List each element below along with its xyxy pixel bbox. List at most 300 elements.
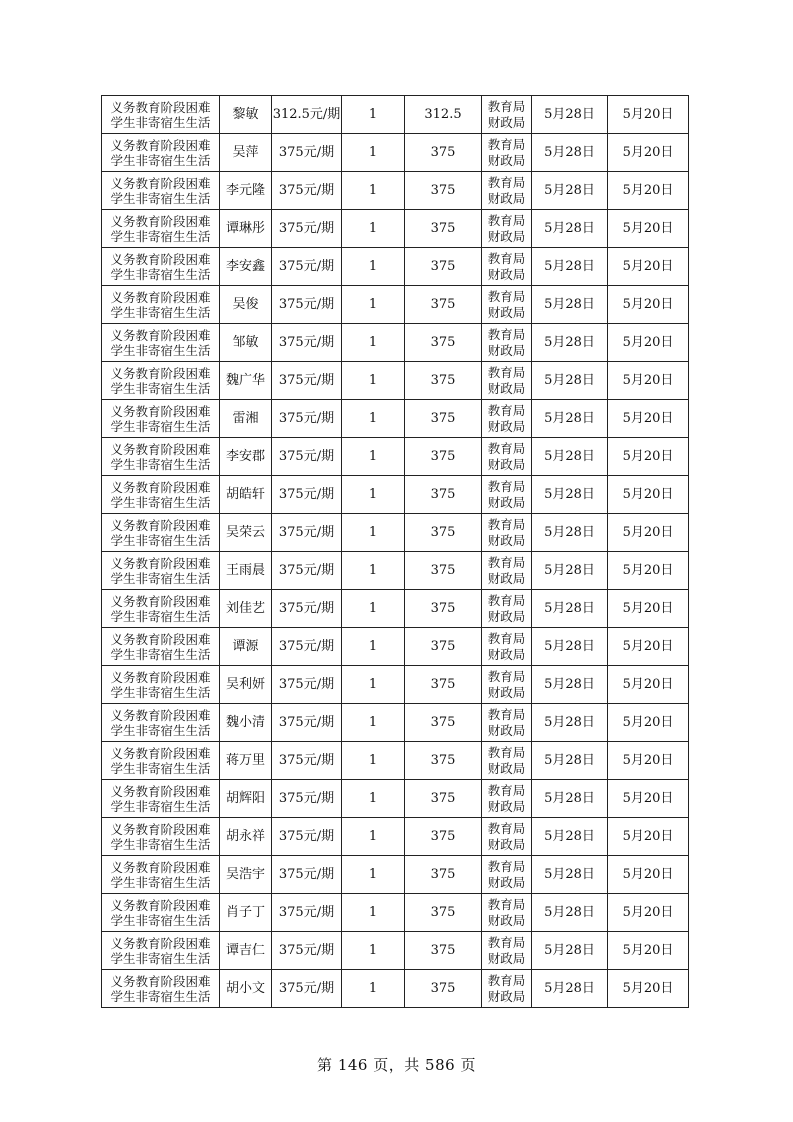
project-line-1: 义务教育阶段困难	[110, 593, 211, 609]
date-cell-1: 5月28日	[532, 590, 608, 628]
department-line-2: 财政局	[487, 950, 526, 966]
project-cell	[102, 362, 220, 400]
name-cell: 蒋万里	[220, 742, 272, 780]
department-cell	[482, 932, 532, 970]
project-line-2: 学生非寄宿生生活	[110, 152, 211, 168]
project-cell	[102, 324, 220, 362]
project-line-2: 学生非寄宿生生活	[110, 988, 211, 1004]
department-line-2: 财政局	[487, 646, 526, 662]
department-line-1: 教育局	[487, 250, 526, 266]
standard-cell: 375元/期	[272, 666, 342, 704]
department-line-1: 教育局	[487, 592, 526, 608]
department-line-2: 财政局	[487, 152, 526, 168]
table-row	[102, 894, 689, 932]
department-line-2: 财政局	[487, 342, 526, 358]
name-cell: 邹敏	[220, 324, 272, 362]
amount-cell: 375	[405, 476, 482, 514]
department-cell	[482, 96, 532, 134]
subsidy-table	[101, 95, 689, 1008]
project-line-2: 学生非寄宿生生活	[110, 304, 211, 320]
date-cell-2: 5月20日	[608, 400, 689, 438]
department-line-2: 财政局	[487, 608, 526, 624]
project-line-1: 义务教育阶段困难	[110, 441, 211, 457]
project-line-1: 义务教育阶段困难	[110, 669, 211, 685]
project-line-1: 义务教育阶段困难	[110, 365, 211, 381]
count-cell: 1	[342, 628, 405, 666]
project-line-1: 义务教育阶段困难	[110, 403, 211, 419]
name-cell: 黎敏	[220, 96, 272, 134]
table-row	[102, 324, 689, 362]
amount-cell: 375	[405, 286, 482, 324]
table-row	[102, 134, 689, 172]
project-line-2: 学生非寄宿生生活	[110, 646, 211, 662]
date-cell-2: 5月20日	[608, 590, 689, 628]
project-cell	[102, 894, 220, 932]
project-line-1: 义务教育阶段困难	[110, 517, 211, 533]
table-row	[102, 970, 689, 1008]
project-line-1: 义务教育阶段困难	[110, 707, 211, 723]
project-cell	[102, 172, 220, 210]
department-cell	[482, 628, 532, 666]
name-cell: 胡小文	[220, 970, 272, 1008]
date-cell-1: 5月28日	[532, 96, 608, 134]
project-cell	[102, 210, 220, 248]
department-cell	[482, 666, 532, 704]
table-row	[102, 742, 689, 780]
department-line-1: 教育局	[487, 782, 526, 798]
date-cell-2: 5月20日	[608, 96, 689, 134]
amount-cell: 375	[405, 666, 482, 704]
count-cell: 1	[342, 818, 405, 856]
date-cell-1: 5月28日	[532, 134, 608, 172]
footer-page-number: 146	[337, 1056, 368, 1074]
name-cell: 吴浩宇	[220, 856, 272, 894]
date-cell-1: 5月28日	[532, 704, 608, 742]
project-line-2: 学生非寄宿生生活	[110, 684, 211, 700]
date-cell-1: 5月28日	[532, 514, 608, 552]
amount-cell: 375	[405, 362, 482, 400]
date-cell-1: 5月28日	[532, 324, 608, 362]
date-cell-2: 5月20日	[608, 818, 689, 856]
date-cell-1: 5月28日	[532, 970, 608, 1008]
amount-cell: 375	[405, 894, 482, 932]
project-cell	[102, 96, 220, 134]
project-line-1: 义务教育阶段困难	[110, 99, 211, 115]
count-cell: 1	[342, 248, 405, 286]
count-cell: 1	[342, 780, 405, 818]
count-cell: 1	[342, 552, 405, 590]
date-cell-1: 5月28日	[532, 172, 608, 210]
date-cell-2: 5月20日	[608, 172, 689, 210]
department-line-2: 财政局	[487, 570, 526, 586]
project-cell	[102, 400, 220, 438]
footer-suffix: 页	[460, 1056, 476, 1074]
name-cell: 吴荣云	[220, 514, 272, 552]
project-line-1: 义务教育阶段困难	[110, 555, 211, 571]
name-cell: 谭琳彤	[220, 210, 272, 248]
table-row	[102, 932, 689, 970]
department-cell	[482, 704, 532, 742]
project-cell	[102, 932, 220, 970]
project-line-2: 学生非寄宿生生活	[110, 266, 211, 282]
department-line-2: 财政局	[487, 988, 526, 1004]
project-line-1: 义务教育阶段困难	[110, 973, 211, 989]
amount-cell: 375	[405, 704, 482, 742]
amount-cell: 375	[405, 932, 482, 970]
amount-cell: 375	[405, 438, 482, 476]
date-cell-1: 5月28日	[532, 780, 608, 818]
department-line-1: 教育局	[487, 744, 526, 760]
date-cell-1: 5月28日	[532, 400, 608, 438]
project-line-1: 义务教育阶段困难	[110, 251, 211, 267]
project-cell	[102, 628, 220, 666]
standard-cell: 375元/期	[272, 552, 342, 590]
project-cell	[102, 704, 220, 742]
project-line-2: 学生非寄宿生生活	[110, 494, 211, 510]
department-line-1: 教育局	[487, 630, 526, 646]
project-cell	[102, 780, 220, 818]
department-line-1: 教育局	[487, 98, 526, 114]
department-line-2: 财政局	[487, 874, 526, 890]
date-cell-1: 5月28日	[532, 856, 608, 894]
count-cell: 1	[342, 704, 405, 742]
department-line-2: 财政局	[487, 228, 526, 244]
standard-cell: 375元/期	[272, 894, 342, 932]
project-cell	[102, 438, 220, 476]
amount-cell: 375	[405, 552, 482, 590]
date-cell-2: 5月20日	[608, 438, 689, 476]
department-cell	[482, 134, 532, 172]
standard-cell: 375元/期	[272, 932, 342, 970]
department-line-1: 教育局	[487, 402, 526, 418]
project-line-2: 学生非寄宿生生活	[110, 950, 211, 966]
amount-cell: 375	[405, 590, 482, 628]
amount-cell: 375	[405, 780, 482, 818]
standard-cell: 375元/期	[272, 856, 342, 894]
department-line-1: 教育局	[487, 516, 526, 532]
department-line-1: 教育局	[487, 934, 526, 950]
standard-cell: 375元/期	[272, 704, 342, 742]
department-line-1: 教育局	[487, 858, 526, 874]
project-line-1: 义务教育阶段困难	[110, 821, 211, 837]
date-cell-2: 5月20日	[608, 210, 689, 248]
department-line-1: 教育局	[487, 288, 526, 304]
date-cell-2: 5月20日	[608, 362, 689, 400]
department-cell	[482, 894, 532, 932]
date-cell-2: 5月20日	[608, 970, 689, 1008]
name-cell: 魏广华	[220, 362, 272, 400]
department-cell	[482, 514, 532, 552]
count-cell: 1	[342, 210, 405, 248]
date-cell-1: 5月28日	[532, 286, 608, 324]
date-cell-2: 5月20日	[608, 514, 689, 552]
department-line-1: 教育局	[487, 440, 526, 456]
count-cell: 1	[342, 932, 405, 970]
amount-cell: 312.5	[405, 96, 482, 134]
table-row	[102, 172, 689, 210]
amount-cell: 375	[405, 742, 482, 780]
date-cell-2: 5月20日	[608, 742, 689, 780]
date-cell-1: 5月28日	[532, 362, 608, 400]
date-cell-1: 5月28日	[532, 818, 608, 856]
department-line-1: 教育局	[487, 820, 526, 836]
project-cell	[102, 970, 220, 1008]
project-line-2: 学生非寄宿生生活	[110, 570, 211, 586]
count-cell: 1	[342, 894, 405, 932]
count-cell: 1	[342, 742, 405, 780]
standard-cell: 375元/期	[272, 400, 342, 438]
amount-cell: 375	[405, 248, 482, 286]
date-cell-2: 5月20日	[608, 894, 689, 932]
project-line-2: 学生非寄宿生生活	[110, 836, 211, 852]
department-cell	[482, 590, 532, 628]
table-row	[102, 780, 689, 818]
department-cell	[482, 324, 532, 362]
department-cell	[482, 476, 532, 514]
amount-cell: 375	[405, 134, 482, 172]
project-cell	[102, 248, 220, 286]
name-cell: 胡皓轩	[220, 476, 272, 514]
amount-cell: 375	[405, 628, 482, 666]
amount-cell: 375	[405, 970, 482, 1008]
project-line-2: 学生非寄宿生生活	[110, 380, 211, 396]
table-row	[102, 628, 689, 666]
name-cell: 李元隆	[220, 172, 272, 210]
project-cell	[102, 476, 220, 514]
standard-cell: 375元/期	[272, 362, 342, 400]
table-row	[102, 476, 689, 514]
table-row	[102, 514, 689, 552]
name-cell: 吴俊	[220, 286, 272, 324]
date-cell-1: 5月28日	[532, 248, 608, 286]
project-cell	[102, 552, 220, 590]
standard-cell: 312.5元/期	[272, 96, 342, 134]
department-line-2: 财政局	[487, 798, 526, 814]
project-line-2: 学生非寄宿生生活	[110, 912, 211, 928]
date-cell-1: 5月28日	[532, 742, 608, 780]
project-line-1: 义务教育阶段困难	[110, 631, 211, 647]
department-cell	[482, 818, 532, 856]
department-line-1: 教育局	[487, 212, 526, 228]
amount-cell: 375	[405, 856, 482, 894]
name-cell: 吴利妍	[220, 666, 272, 704]
department-cell	[482, 780, 532, 818]
standard-cell: 375元/期	[272, 780, 342, 818]
date-cell-2: 5月20日	[608, 476, 689, 514]
date-cell-1: 5月28日	[532, 628, 608, 666]
table-row	[102, 552, 689, 590]
count-cell: 1	[342, 476, 405, 514]
standard-cell: 375元/期	[272, 210, 342, 248]
name-cell: 肖子丁	[220, 894, 272, 932]
project-line-1: 义务教育阶段困难	[110, 137, 211, 153]
standard-cell: 375元/期	[272, 248, 342, 286]
project-cell	[102, 286, 220, 324]
standard-cell: 375元/期	[272, 324, 342, 362]
department-line-1: 教育局	[487, 326, 526, 342]
name-cell: 吴萍	[220, 134, 272, 172]
standard-cell: 375元/期	[272, 818, 342, 856]
department-line-2: 财政局	[487, 190, 526, 206]
name-cell: 王雨晨	[220, 552, 272, 590]
name-cell: 胡永祥	[220, 818, 272, 856]
department-line-2: 财政局	[487, 722, 526, 738]
department-cell	[482, 210, 532, 248]
name-cell: 魏小清	[220, 704, 272, 742]
date-cell-1: 5月28日	[532, 666, 608, 704]
project-line-2: 学生非寄宿生生活	[110, 722, 211, 738]
count-cell: 1	[342, 96, 405, 134]
project-line-2: 学生非寄宿生生活	[110, 342, 211, 358]
count-cell: 1	[342, 438, 405, 476]
count-cell: 1	[342, 134, 405, 172]
count-cell: 1	[342, 590, 405, 628]
name-cell: 刘佳艺	[220, 590, 272, 628]
count-cell: 1	[342, 172, 405, 210]
department-line-2: 财政局	[487, 266, 526, 282]
date-cell-2: 5月20日	[608, 248, 689, 286]
department-line-2: 财政局	[487, 380, 526, 396]
project-line-2: 学生非寄宿生生活	[110, 114, 211, 130]
table-row	[102, 438, 689, 476]
count-cell: 1	[342, 514, 405, 552]
department-line-1: 教育局	[487, 136, 526, 152]
table-row	[102, 362, 689, 400]
name-cell: 胡辉阳	[220, 780, 272, 818]
amount-cell: 375	[405, 514, 482, 552]
department-line-2: 财政局	[487, 304, 526, 320]
count-cell: 1	[342, 856, 405, 894]
date-cell-1: 5月28日	[532, 476, 608, 514]
project-line-2: 学生非寄宿生生活	[110, 456, 211, 472]
project-line-1: 义务教育阶段困难	[110, 859, 211, 875]
project-line-1: 义务教育阶段困难	[110, 783, 211, 799]
table-row	[102, 210, 689, 248]
project-line-1: 义务教育阶段困难	[110, 479, 211, 495]
project-cell	[102, 134, 220, 172]
page-footer	[0, 1054, 793, 1075]
date-cell-2: 5月20日	[608, 856, 689, 894]
name-cell: 谭吉仁	[220, 932, 272, 970]
project-line-1: 义务教育阶段困难	[110, 935, 211, 951]
count-cell: 1	[342, 666, 405, 704]
standard-cell: 375元/期	[272, 590, 342, 628]
department-line-1: 教育局	[487, 972, 526, 988]
department-line-1: 教育局	[487, 478, 526, 494]
project-line-2: 学生非寄宿生生活	[110, 760, 211, 776]
department-line-2: 财政局	[487, 532, 526, 548]
department-line-1: 教育局	[487, 896, 526, 912]
project-line-2: 学生非寄宿生生活	[110, 608, 211, 624]
project-line-2: 学生非寄宿生生活	[110, 190, 211, 206]
project-line-1: 义务教育阶段困难	[110, 289, 211, 305]
date-cell-1: 5月28日	[532, 552, 608, 590]
date-cell-2: 5月20日	[608, 932, 689, 970]
department-line-2: 财政局	[487, 418, 526, 434]
department-line-1: 教育局	[487, 706, 526, 722]
table-row	[102, 400, 689, 438]
standard-cell: 375元/期	[272, 514, 342, 552]
date-cell-2: 5月20日	[608, 666, 689, 704]
department-line-1: 教育局	[487, 174, 526, 190]
date-cell-2: 5月20日	[608, 286, 689, 324]
department-cell	[482, 742, 532, 780]
footer-prefix: 第	[317, 1056, 333, 1074]
department-line-2: 财政局	[487, 836, 526, 852]
standard-cell: 375元/期	[272, 172, 342, 210]
project-line-1: 义务教育阶段困难	[110, 175, 211, 191]
table-body	[102, 96, 689, 1008]
department-line-1: 教育局	[487, 364, 526, 380]
project-cell	[102, 514, 220, 552]
project-cell	[102, 818, 220, 856]
department-line-2: 财政局	[487, 760, 526, 776]
department-cell	[482, 552, 532, 590]
standard-cell: 375元/期	[272, 438, 342, 476]
project-cell	[102, 856, 220, 894]
project-line-1: 义务教育阶段困难	[110, 327, 211, 343]
name-cell: 李安鑫	[220, 248, 272, 286]
department-cell	[482, 248, 532, 286]
table-row	[102, 96, 689, 134]
department-line-1: 教育局	[487, 668, 526, 684]
project-line-1: 义务教育阶段困难	[110, 745, 211, 761]
department-line-2: 财政局	[487, 114, 526, 130]
standard-cell: 375元/期	[272, 742, 342, 780]
department-line-1: 教育局	[487, 554, 526, 570]
table-row	[102, 248, 689, 286]
table-row	[102, 704, 689, 742]
project-line-2: 学生非寄宿生生活	[110, 532, 211, 548]
date-cell-1: 5月28日	[532, 894, 608, 932]
standard-cell: 375元/期	[272, 476, 342, 514]
standard-cell: 375元/期	[272, 628, 342, 666]
amount-cell: 375	[405, 324, 482, 362]
count-cell: 1	[342, 400, 405, 438]
date-cell-2: 5月20日	[608, 552, 689, 590]
footer-middle: 页，共	[373, 1056, 420, 1074]
project-cell	[102, 590, 220, 628]
project-line-2: 学生非寄宿生生活	[110, 228, 211, 244]
department-cell	[482, 400, 532, 438]
project-line-2: 学生非寄宿生生活	[110, 798, 211, 814]
amount-cell: 375	[405, 210, 482, 248]
count-cell: 1	[342, 286, 405, 324]
department-cell	[482, 286, 532, 324]
date-cell-2: 5月20日	[608, 324, 689, 362]
standard-cell: 375元/期	[272, 134, 342, 172]
department-cell	[482, 438, 532, 476]
department-line-2: 财政局	[487, 456, 526, 472]
date-cell-2: 5月20日	[608, 780, 689, 818]
date-cell-2: 5月20日	[608, 134, 689, 172]
department-line-2: 财政局	[487, 684, 526, 700]
standard-cell: 375元/期	[272, 286, 342, 324]
date-cell-1: 5月28日	[532, 210, 608, 248]
name-cell: 雷湘	[220, 400, 272, 438]
department-line-2: 财政局	[487, 912, 526, 928]
department-cell	[482, 856, 532, 894]
date-cell-2: 5月20日	[608, 704, 689, 742]
name-cell: 李安郡	[220, 438, 272, 476]
count-cell: 1	[342, 362, 405, 400]
table-row	[102, 818, 689, 856]
department-cell	[482, 970, 532, 1008]
department-line-2: 财政局	[487, 494, 526, 510]
project-cell	[102, 742, 220, 780]
table-row	[102, 856, 689, 894]
department-cell	[482, 172, 532, 210]
